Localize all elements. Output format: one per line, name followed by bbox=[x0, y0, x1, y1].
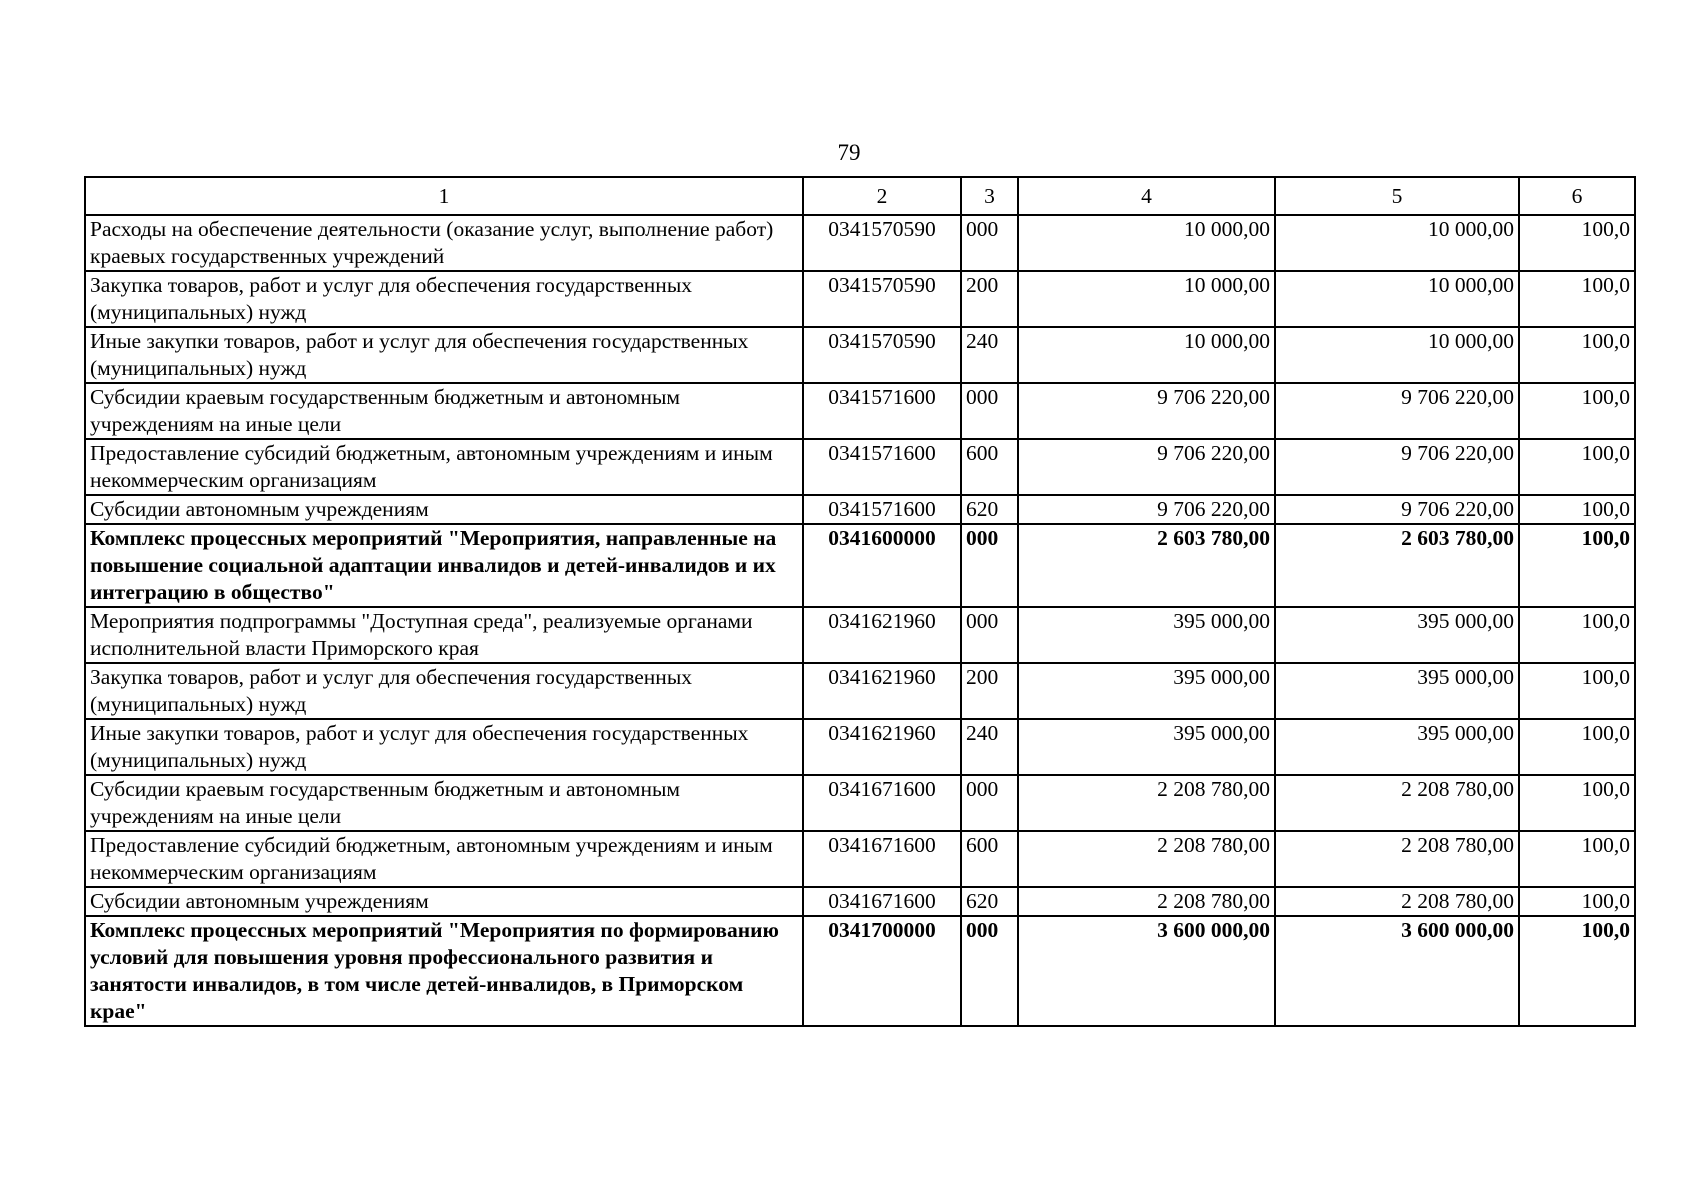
row-kvr-cell: 000 bbox=[961, 607, 1018, 663]
column-header-2: 2 bbox=[803, 177, 961, 215]
row-percent-cell: 100,0 bbox=[1519, 524, 1635, 607]
row-kvr-cell: 000 bbox=[961, 524, 1018, 607]
row-fact-amount-cell: 2 208 780,00 bbox=[1275, 831, 1519, 887]
row-name-cell: Предоставление субсидий бюджетным, автономным учреждениям и иным некоммерческим организациям bbox=[85, 439, 803, 495]
row-plan-amount-cell: 2 208 780,00 bbox=[1018, 831, 1275, 887]
row-code-cell: 0341621960 bbox=[803, 663, 961, 719]
row-name-cell: Субсидии краевым государственным бюджетным и автономным учреждениям на иные цели bbox=[85, 775, 803, 831]
row-code-cell: 0341600000 bbox=[803, 524, 961, 607]
row-fact-amount-cell: 10 000,00 bbox=[1275, 215, 1519, 271]
row-kvr-cell: 000 bbox=[961, 383, 1018, 439]
table-row bbox=[85, 327, 1635, 383]
table-row bbox=[85, 775, 1635, 831]
column-header-3: 3 bbox=[961, 177, 1018, 215]
row-fact-amount-cell: 9 706 220,00 bbox=[1275, 439, 1519, 495]
row-code-cell: 0341700000 bbox=[803, 916, 961, 1026]
row-name-cell: Закупка товаров, работ и услуг для обеспечения государственных (муниципальных) нужд bbox=[85, 663, 803, 719]
row-code-cell: 0341671600 bbox=[803, 775, 961, 831]
row-kvr-cell: 240 bbox=[961, 719, 1018, 775]
row-percent-cell: 100,0 bbox=[1519, 663, 1635, 719]
row-plan-amount-cell: 395 000,00 bbox=[1018, 663, 1275, 719]
column-header-5: 5 bbox=[1275, 177, 1519, 215]
row-name-cell: Субсидии краевым государственным бюджетным и автономным учреждениям на иные цели bbox=[85, 383, 803, 439]
table-row bbox=[85, 607, 1635, 663]
row-code-cell: 0341570590 bbox=[803, 327, 961, 383]
row-percent-cell: 100,0 bbox=[1519, 439, 1635, 495]
table-row bbox=[85, 439, 1635, 495]
row-kvr-cell: 000 bbox=[961, 775, 1018, 831]
row-fact-amount-cell: 395 000,00 bbox=[1275, 663, 1519, 719]
row-percent-cell: 100,0 bbox=[1519, 271, 1635, 327]
row-name-cell: Иные закупки товаров, работ и услуг для обеспечения государственных (муниципальных) нужд bbox=[85, 719, 803, 775]
row-code-cell: 0341621960 bbox=[803, 719, 961, 775]
column-header-4: 4 bbox=[1018, 177, 1275, 215]
row-plan-amount-cell: 395 000,00 bbox=[1018, 607, 1275, 663]
row-fact-amount-cell: 2 603 780,00 bbox=[1275, 524, 1519, 607]
row-code-cell: 0341570590 bbox=[803, 271, 961, 327]
row-plan-amount-cell: 10 000,00 bbox=[1018, 327, 1275, 383]
row-code-cell: 0341621960 bbox=[803, 607, 961, 663]
row-name-cell: Комплекс процессных мероприятий "Мероприятия, направленные на повышение социальной адаптации инвалидов и детей-инвалидов и их интеграцию в общество" bbox=[85, 524, 803, 607]
row-percent-cell: 100,0 bbox=[1519, 831, 1635, 887]
row-kvr-cell: 600 bbox=[961, 831, 1018, 887]
row-percent-cell: 100,0 bbox=[1519, 607, 1635, 663]
column-header-6: 6 bbox=[1519, 177, 1635, 215]
row-name-cell: Расходы на обеспечение деятельности (оказание услуг, выполнение работ) краевых государственных учреждений bbox=[85, 215, 803, 271]
row-name-cell: Иные закупки товаров, работ и услуг для обеспечения государственных (муниципальных) нужд bbox=[85, 327, 803, 383]
row-fact-amount-cell: 395 000,00 bbox=[1275, 719, 1519, 775]
table-row bbox=[85, 887, 1635, 916]
table-row bbox=[85, 495, 1635, 524]
row-code-cell: 0341671600 bbox=[803, 887, 961, 916]
table-row bbox=[85, 719, 1635, 775]
row-code-cell: 0341571600 bbox=[803, 439, 961, 495]
row-plan-amount-cell: 3 600 000,00 bbox=[1018, 916, 1275, 1026]
row-plan-amount-cell: 2 603 780,00 bbox=[1018, 524, 1275, 607]
row-code-cell: 0341571600 bbox=[803, 495, 961, 524]
row-plan-amount-cell: 9 706 220,00 bbox=[1018, 439, 1275, 495]
table-row bbox=[85, 663, 1635, 719]
row-percent-cell: 100,0 bbox=[1519, 495, 1635, 524]
table-row bbox=[85, 215, 1635, 271]
page-number: 79 bbox=[837, 140, 861, 165]
row-percent-cell: 100,0 bbox=[1519, 383, 1635, 439]
budget-table bbox=[84, 176, 1636, 1027]
row-fact-amount-cell: 2 208 780,00 bbox=[1275, 775, 1519, 831]
row-plan-amount-cell: 395 000,00 bbox=[1018, 719, 1275, 775]
row-plan-amount-cell: 10 000,00 bbox=[1018, 215, 1275, 271]
table-row bbox=[85, 831, 1635, 887]
row-kvr-cell: 000 bbox=[961, 215, 1018, 271]
row-kvr-cell: 200 bbox=[961, 663, 1018, 719]
row-percent-cell: 100,0 bbox=[1519, 775, 1635, 831]
row-code-cell: 0341570590 bbox=[803, 215, 961, 271]
table-row bbox=[85, 271, 1635, 327]
row-kvr-cell: 620 bbox=[961, 887, 1018, 916]
row-kvr-cell: 200 bbox=[961, 271, 1018, 327]
row-name-cell: Субсидии автономным учреждениям bbox=[85, 495, 803, 524]
row-percent-cell: 100,0 bbox=[1519, 916, 1635, 1026]
table-row bbox=[85, 383, 1635, 439]
row-percent-cell: 100,0 bbox=[1519, 887, 1635, 916]
row-fact-amount-cell: 9 706 220,00 bbox=[1275, 383, 1519, 439]
row-plan-amount-cell: 2 208 780,00 bbox=[1018, 775, 1275, 831]
row-kvr-cell: 620 bbox=[961, 495, 1018, 524]
row-fact-amount-cell: 2 208 780,00 bbox=[1275, 887, 1519, 916]
column-header-1: 1 bbox=[85, 177, 803, 215]
row-percent-cell: 100,0 bbox=[1519, 719, 1635, 775]
table-row bbox=[85, 916, 1635, 1026]
row-name-cell: Предоставление субсидий бюджетным, автономным учреждениям и иным некоммерческим организациям bbox=[85, 831, 803, 887]
header-row bbox=[85, 177, 1635, 215]
row-percent-cell: 100,0 bbox=[1519, 327, 1635, 383]
table-body bbox=[85, 215, 1635, 1026]
table-header bbox=[85, 177, 1635, 215]
row-fact-amount-cell: 3 600 000,00 bbox=[1275, 916, 1519, 1026]
row-kvr-cell: 000 bbox=[961, 916, 1018, 1026]
row-name-cell: Мероприятия подпрограммы "Доступная среда", реализуемые органами исполнительной власти Приморского края bbox=[85, 607, 803, 663]
row-plan-amount-cell: 2 208 780,00 bbox=[1018, 887, 1275, 916]
row-fact-amount-cell: 10 000,00 bbox=[1275, 327, 1519, 383]
row-plan-amount-cell: 9 706 220,00 bbox=[1018, 495, 1275, 524]
row-fact-amount-cell: 395 000,00 bbox=[1275, 607, 1519, 663]
row-fact-amount-cell: 9 706 220,00 bbox=[1275, 495, 1519, 524]
table-row bbox=[85, 524, 1635, 607]
row-percent-cell: 100,0 bbox=[1519, 215, 1635, 271]
row-plan-amount-cell: 9 706 220,00 bbox=[1018, 383, 1275, 439]
row-kvr-cell: 600 bbox=[961, 439, 1018, 495]
row-code-cell: 0341671600 bbox=[803, 831, 961, 887]
row-name-cell: Комплекс процессных мероприятий "Мероприятия по формированию условий для повышения уровня профессионального развития и занятости инвалидов, в том числе детей-инвалидов, в Приморском крае" bbox=[85, 916, 803, 1026]
row-kvr-cell: 240 bbox=[961, 327, 1018, 383]
row-fact-amount-cell: 10 000,00 bbox=[1275, 271, 1519, 327]
row-code-cell: 0341571600 bbox=[803, 383, 961, 439]
row-name-cell: Закупка товаров, работ и услуг для обеспечения государственных (муниципальных) нужд bbox=[85, 271, 803, 327]
row-name-cell: Субсидии автономным учреждениям bbox=[85, 887, 803, 916]
row-plan-amount-cell: 10 000,00 bbox=[1018, 271, 1275, 327]
